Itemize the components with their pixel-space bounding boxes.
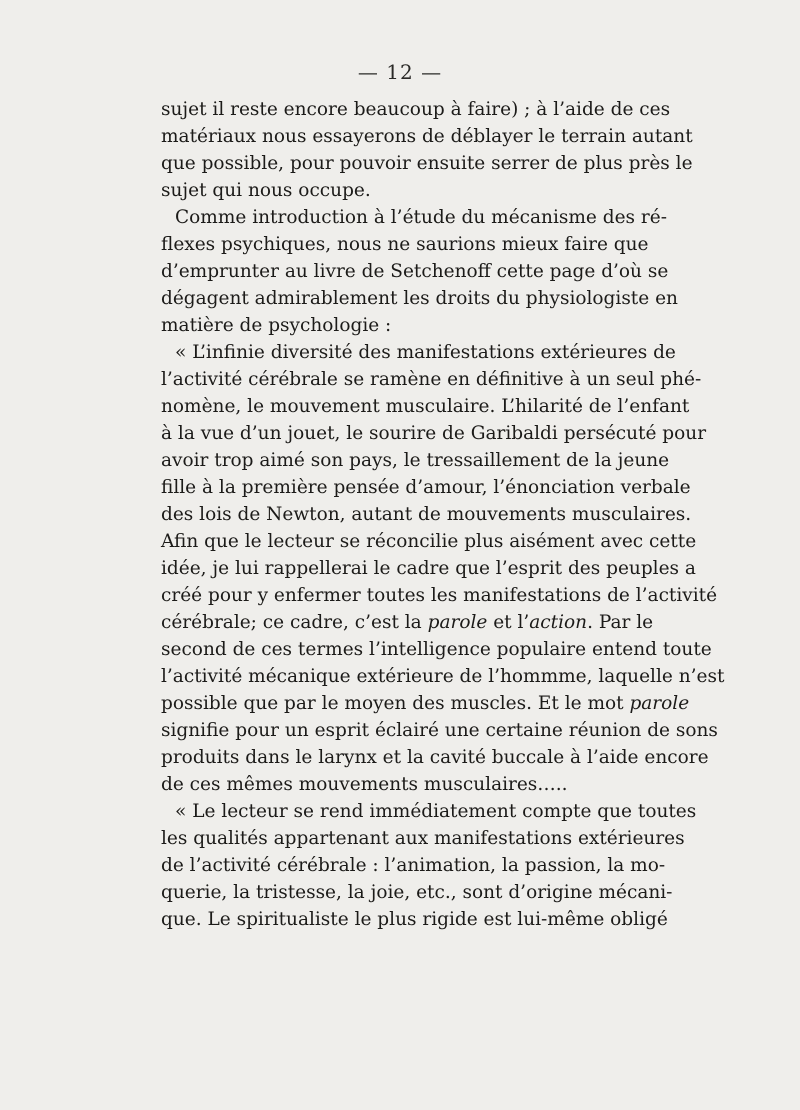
text-line: de ces mêmes mouvements musculaires….. [161, 774, 568, 795]
text-line: Afin que le lecteur se réconcilie plus aisément avec cette [161, 531, 697, 552]
text-line: nomène, le mouvement musculaire. L’hilarité de l’enfant [161, 396, 690, 417]
text-line: Comme introduction à l’étude du mécanisme des ré- [175, 207, 667, 228]
text-line: « L’infinie diversité des manifestations extérieures de [175, 342, 676, 363]
paragraph [161, 798, 697, 933]
text-line: « Le lecteur se rend immédiatement compte que toutes [175, 801, 697, 822]
text-line: fille à la première pensée d’amour, l’énonciation verbale [161, 477, 691, 498]
paragraph [161, 96, 693, 204]
text-line: produits dans le larynx et la cavité buccale à l’aide encore [161, 747, 709, 768]
text-line: second de ces termes l’intelligence populaire entend toute [161, 639, 712, 660]
text-line: matière de psychologie : [161, 315, 392, 336]
text-line: matériaux nous essayerons de déblayer le terrain autant [161, 126, 693, 147]
text-line: idée, je lui rappellerai le cadre que l’esprit des peuples a [161, 558, 696, 579]
text-line: sujet qui nous occupe. [161, 180, 371, 201]
text-line: signifie pour un esprit éclairé une certaine réunion de sons [161, 720, 718, 741]
text-line: de l’activité cérébrale : l’animation, la passion, la mo- [161, 855, 666, 876]
paragraph [161, 204, 678, 339]
text-line: avoir trop aimé son pays, le tressaillement de la jeune [161, 450, 670, 471]
text-line: dégagent admirablement les droits du physiologiste en [161, 288, 678, 309]
text-line: à la vue d’un jouet, le sourire de Garibaldi persécuté pour [161, 423, 707, 444]
page-number: — 12 — [357, 60, 443, 84]
text-line: des lois de Newton, autant de mouvements musculaires. [161, 504, 692, 525]
text-line: d’emprunter au livre de Setchenoff cette page d’où se [161, 261, 669, 282]
text-line: flexes psychiques, nous ne saurions mieux faire que [161, 234, 649, 255]
body-text [161, 96, 725, 933]
text-line: cérébrale; ce cadre, c’est la parole et l’action. Par le [161, 612, 654, 633]
text-line: créé pour y enfermer toutes les manifestations de l’activité [161, 585, 718, 606]
text-line: que. Le spiritualiste le plus rigide est lui-même obligé [161, 909, 668, 930]
text-line: l’activité mécanique extérieure de l’hommme, laquelle n’est [161, 666, 725, 687]
paragraph [161, 339, 725, 798]
text-line: que possible, pour pouvoir ensuite serrer de plus près le [161, 153, 693, 174]
text-line: l’activité cérébrale se ramène en définitive à un seul phé- [161, 369, 702, 390]
text-line: sujet il reste encore beaucoup à faire) ; à l’aide de ces [161, 99, 671, 120]
text-line: querie, la tristesse, la joie, etc., sont d’origine mécani- [161, 882, 673, 903]
text-line: possible que par le moyen des muscles. Et le mot parole [161, 693, 690, 714]
text-line: les qualités appartenant aux manifestations extérieures [161, 828, 685, 849]
